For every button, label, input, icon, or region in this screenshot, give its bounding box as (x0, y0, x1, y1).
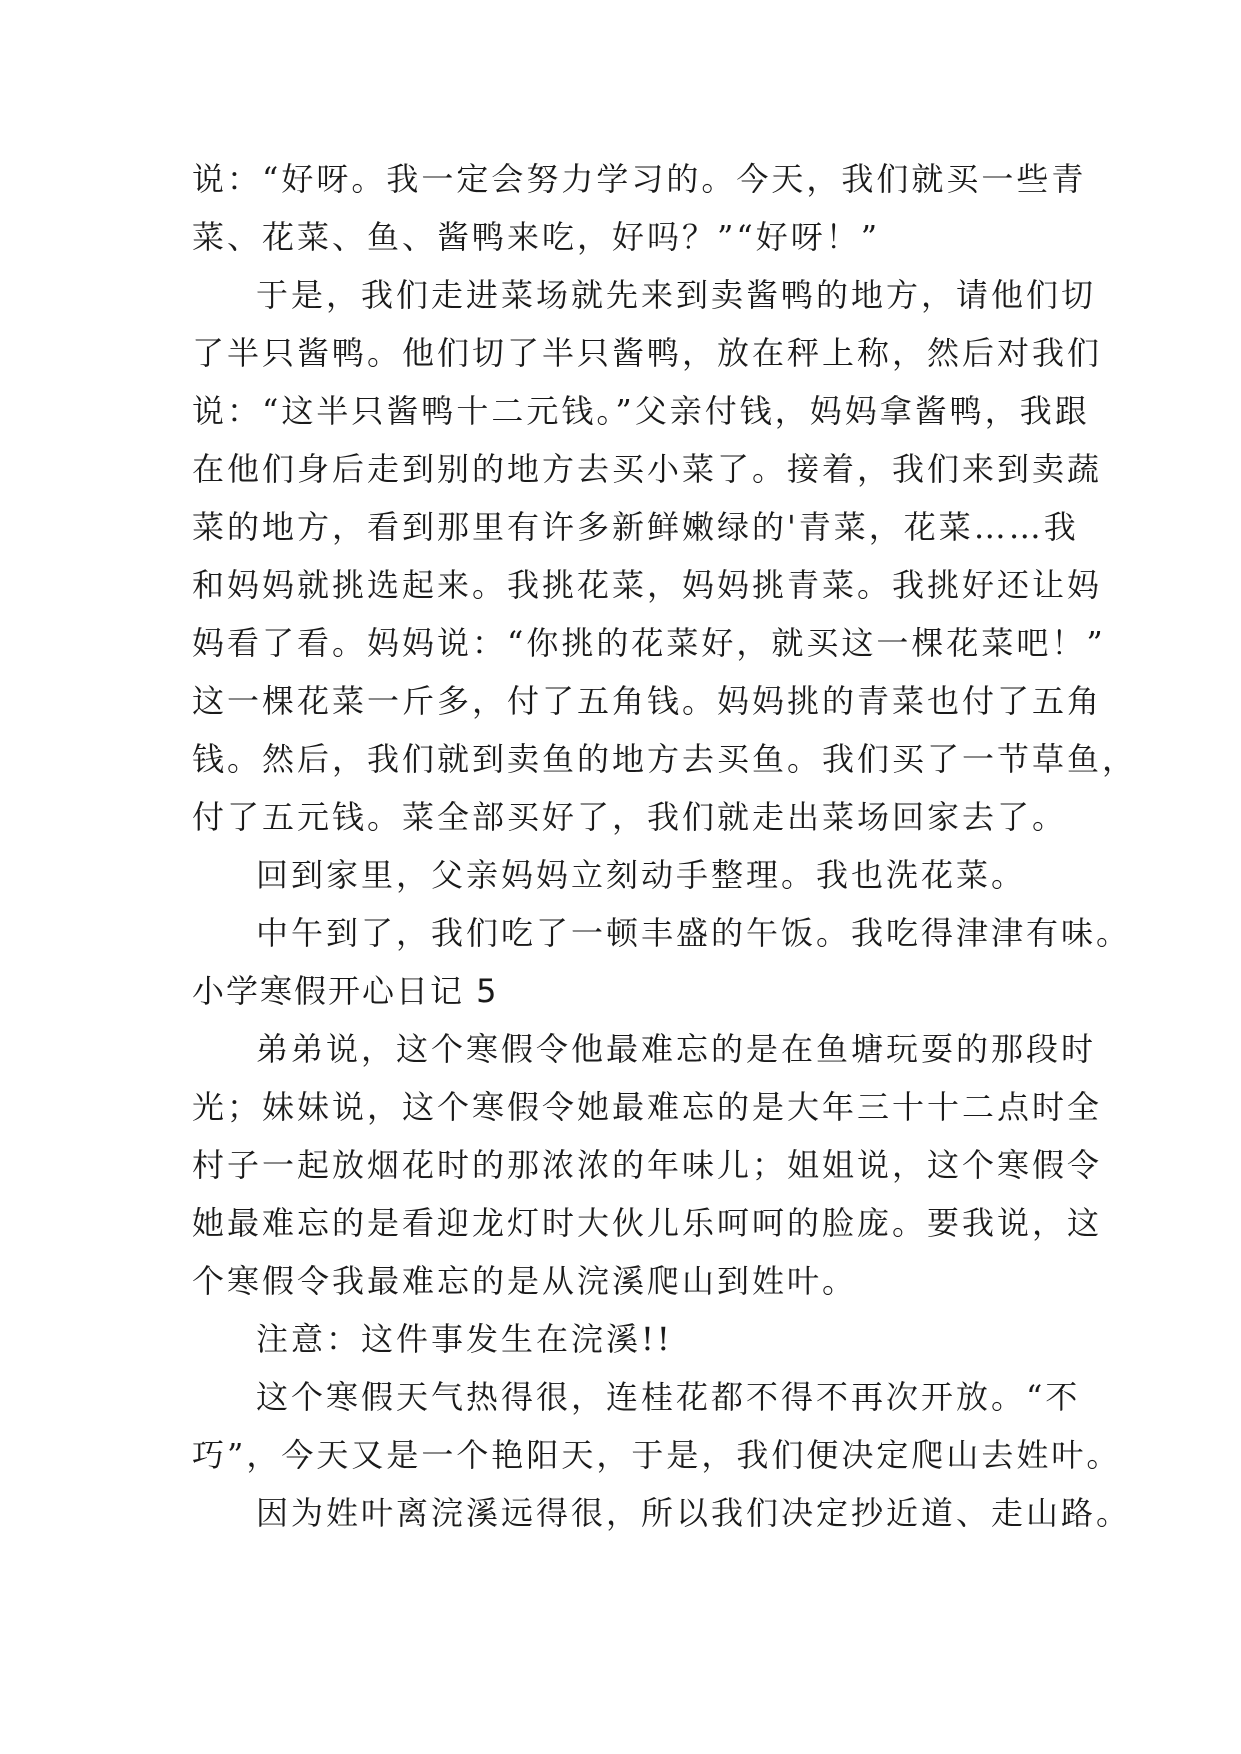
text-line: 菜的地方，看到那里有许多新鲜嫩绿的'青菜，花菜……我 (192, 508, 1079, 546)
section-heading: 小学寒假开心日记 5 (192, 972, 499, 1010)
text-line: 村子一起放烟花时的那浓浓的年味儿；姐姐说，这个寒假令 (192, 1146, 1103, 1184)
text-line: 钱。然后，我们就到卖鱼的地方去买鱼。我们买了一节草鱼， (192, 740, 1138, 778)
paragraph-start: 这个寒假天气热得很，连桂花都不得不再次开放。“不 (256, 1378, 1081, 1416)
paragraph-start: 因为姓叶离浣溪远得很，所以我们决定抄近道、走山路。 (256, 1494, 1132, 1532)
text-line: 付了五元钱。菜全部买好了，我们就走出菜场回家去了。 (192, 798, 1068, 836)
text-line: 说：“这半只酱鸭十二元钱。”父亲付钱，妈妈拿酱鸭，我跟 (192, 392, 1090, 430)
paragraph-start: 弟弟说，这个寒假令他最难忘的是在鱼塘玩耍的那段时 (256, 1030, 1097, 1068)
paragraph-start: 于是，我们走进菜场就先来到卖酱鸭的地方，请他们切 (256, 276, 1097, 314)
text-line: 了半只酱鸭。他们切了半只酱鸭，放在秤上称，然后对我们 (192, 334, 1103, 372)
text-line: 妈看了看。妈妈说：“你挑的花菜好，就买这一棵花菜吧！” (192, 624, 1106, 662)
text-line: 巧”，今天又是一个艳阳天，于是，我们便决定爬山去姓叶。 (192, 1436, 1122, 1474)
text-line: 个寒假令我最难忘的是从浣溪爬山到姓叶。 (192, 1262, 858, 1300)
paragraph-start: 注意：这件事发生在浣溪!! (256, 1320, 673, 1358)
text-line: 她最难忘的是看迎龙灯时大伙儿乐呵呵的脸庞。要我说，这 (192, 1204, 1103, 1242)
text-line: 这一棵花菜一斤多，付了五角钱。妈妈挑的青菜也付了五角 (192, 682, 1103, 720)
text-line: 说：“好呀。我一定会努力学习的。今天，我们就买一些青 (192, 160, 1087, 198)
text-line: 菜、花菜、鱼、酱鸭来吃，好吗？”“好呀！” (192, 218, 881, 256)
paragraph-start: 中午到了，我们吃了一顿丰盛的午饭。我吃得津津有味。 (256, 914, 1132, 952)
document-body (192, 150, 1138, 1542)
text-line: 在他们身后走到别的地方去买小菜了。接着，我们来到卖蔬 (192, 450, 1103, 488)
text-line: 光；妹妹说，这个寒假令她最难忘的是大年三十十二点时全 (192, 1088, 1103, 1126)
paragraph-start: 回到家里，父亲妈妈立刻动手整理。我也洗花菜。 (256, 856, 1027, 894)
text-line: 和妈妈就挑选起来。我挑花菜，妈妈挑青菜。我挑好还让妈 (192, 566, 1103, 604)
